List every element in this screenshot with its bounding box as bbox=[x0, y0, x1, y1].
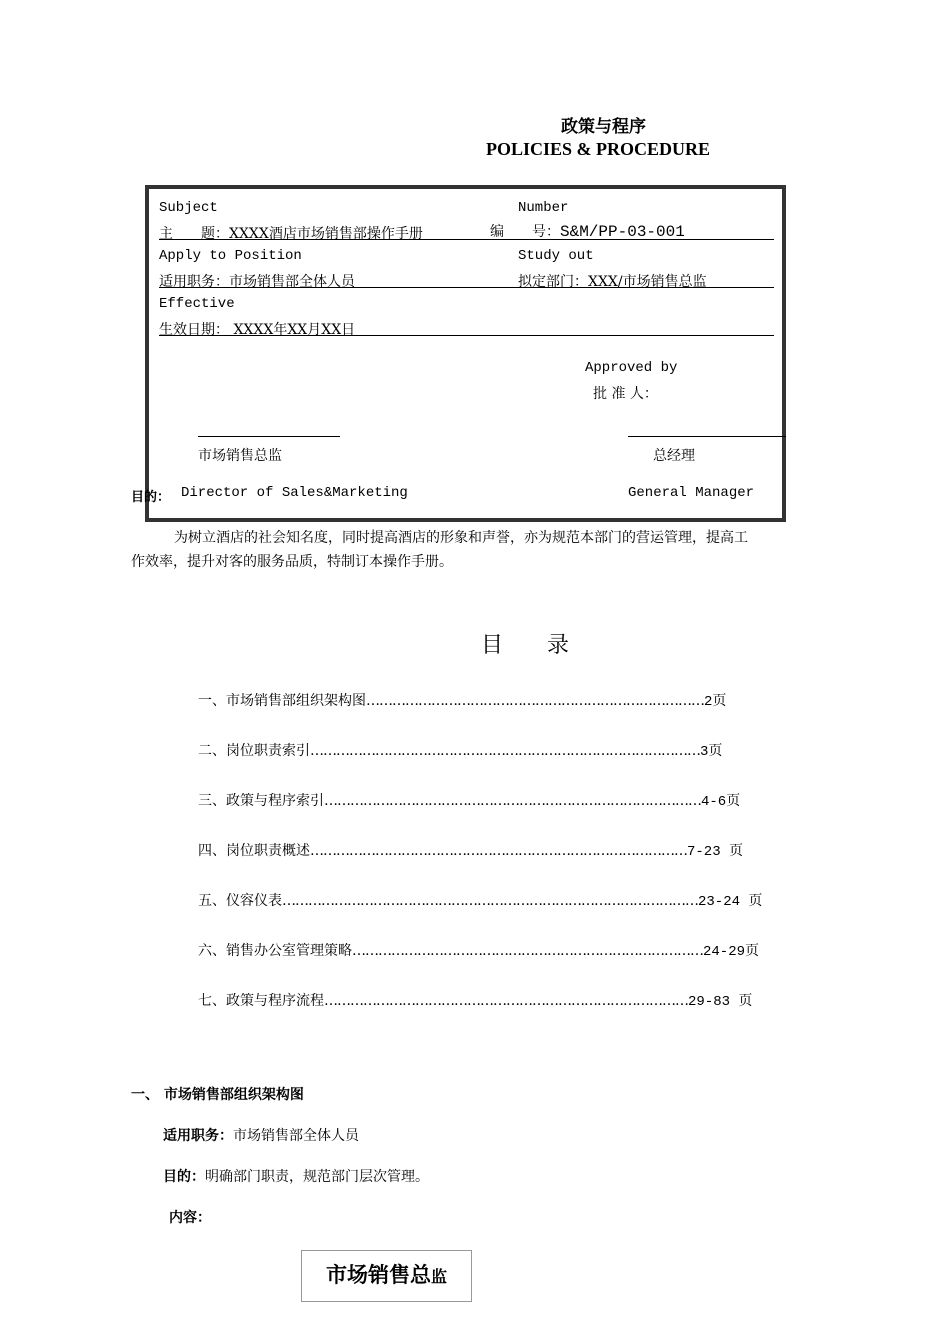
signature-line-right bbox=[628, 436, 786, 437]
toc-item[interactable] bbox=[198, 840, 743, 860]
toc-item-page: 3页 bbox=[700, 744, 723, 760]
purpose-text-line-2: 作效率，提升对客的服务品质，特制订本操作手册。 bbox=[131, 554, 453, 570]
toc-item-leader: ………………………………………………………………………… bbox=[324, 993, 688, 1009]
signer-left-cn: 市场销售总监 bbox=[198, 448, 282, 464]
number-label-cn: 编 号： bbox=[490, 224, 560, 240]
toc-item-page: 2页 bbox=[704, 694, 727, 710]
effective-label-en: Effective bbox=[159, 296, 235, 312]
toc-item-leader: …………………………………………………………………………………… bbox=[282, 893, 698, 909]
number-value: S&M/PP-03-001 bbox=[560, 223, 685, 241]
signature-line-left bbox=[198, 436, 340, 437]
toc-item[interactable] bbox=[198, 940, 759, 960]
page-title-en: POLICIES & PROCEDURE bbox=[486, 139, 711, 159]
toc-item-label: 二、岗位职责索引 bbox=[198, 743, 310, 759]
apply-value: 市场销售部全体人员 bbox=[229, 274, 355, 290]
purpose-label: 目的： bbox=[131, 490, 171, 505]
section-apply-value: 市场销售部全体人员 bbox=[233, 1128, 359, 1144]
subject-value: XXXX酒店市场销售部操作手册 bbox=[229, 226, 423, 242]
section-content-label: 内容： bbox=[169, 1210, 211, 1226]
signer-left-en: Director of Sales&Marketing bbox=[181, 485, 408, 501]
toc-item-leader: ……………………………………………………………………………… bbox=[310, 743, 700, 759]
section-purpose-label: 目的： bbox=[163, 1169, 205, 1185]
toc-item-page: 24-29页 bbox=[703, 944, 760, 960]
toc-item[interactable] bbox=[198, 690, 726, 710]
toc-item-label: 五、仪容仪表 bbox=[198, 893, 282, 909]
subject-label-cn: 主 题： bbox=[159, 226, 229, 242]
effective-row bbox=[159, 319, 355, 339]
section-heading: 一、 市场销售部组织架构图 bbox=[131, 1087, 304, 1103]
approved-label-en: Approved by bbox=[585, 360, 678, 376]
apply-row bbox=[159, 271, 355, 291]
study-label-cn: 拟定部门： bbox=[518, 274, 588, 290]
toc-item[interactable] bbox=[198, 990, 752, 1010]
toc-title: 目 录 bbox=[481, 633, 570, 658]
toc-item-label: 三、政策与程序索引 bbox=[198, 793, 324, 809]
signer-right-en: General Manager bbox=[628, 485, 755, 501]
apply-underline bbox=[159, 287, 774, 288]
toc-item-page: 4-6页 bbox=[701, 794, 741, 810]
toc-item[interactable] bbox=[198, 740, 722, 760]
toc-item-leader: …………………………………………………………………………… bbox=[310, 843, 687, 859]
subject-label-en: Subject bbox=[159, 200, 218, 216]
org-box-label-tail: 监 bbox=[430, 1267, 447, 1286]
toc-item-label: 七、政策与程序流程 bbox=[198, 993, 324, 1009]
section-apply-row bbox=[163, 1125, 359, 1145]
approved-label-cn: 批 准 人： bbox=[593, 386, 658, 402]
effective-underline bbox=[159, 335, 774, 336]
page-title-cn: 政策与程序 bbox=[561, 117, 646, 137]
toc-item-page: 7-23 页 bbox=[687, 844, 744, 860]
toc-item-leader: …………………………………………………………………………… bbox=[324, 793, 701, 809]
study-row bbox=[518, 271, 707, 291]
toc-item[interactable] bbox=[198, 890, 762, 910]
section-purpose-value: 明确部门职责，规范部门层次管理。 bbox=[205, 1169, 429, 1185]
subject-row bbox=[159, 223, 423, 243]
toc-item-label: 一、市场销售部组织架构图 bbox=[198, 693, 366, 709]
purpose-text-line-1: 为树立酒店的社会知名度，同时提高酒店的形象和声誉，亦为规范本部门的营运管理，提高工 bbox=[174, 530, 748, 546]
subject-underline bbox=[159, 239, 774, 240]
toc-item-leader: …………………………………………………………………… bbox=[366, 693, 704, 709]
effective-value: XXXX年XX月XX日 bbox=[229, 322, 356, 338]
org-box-label-main: 市场销售总 bbox=[325, 1263, 431, 1287]
signer-right-cn: 总经理 bbox=[653, 448, 695, 464]
apply-label-en: Apply to Position bbox=[159, 248, 302, 264]
toc-item[interactable] bbox=[198, 790, 740, 810]
toc-item-page: 23-24 页 bbox=[698, 894, 763, 910]
effective-label-cn: 生效日期： bbox=[159, 322, 229, 338]
number-label-en: Number bbox=[518, 200, 569, 216]
study-label-en: Study out bbox=[518, 248, 594, 264]
apply-label-cn: 适用职务： bbox=[159, 274, 229, 290]
study-value: XXX/市场销售总监 bbox=[588, 274, 707, 290]
org-chart-box-director bbox=[301, 1250, 472, 1302]
number-row bbox=[490, 221, 685, 241]
section-purpose-row bbox=[163, 1166, 429, 1186]
section-apply-label: 适用职务： bbox=[163, 1128, 233, 1144]
toc-item-page: 29-83 页 bbox=[688, 994, 753, 1010]
toc-item-label: 六、销售办公室管理策略 bbox=[198, 943, 352, 959]
toc-item-leader: ……………………………………………………………………… bbox=[352, 943, 703, 959]
toc-item-label: 四、岗位职责概述 bbox=[198, 843, 310, 859]
